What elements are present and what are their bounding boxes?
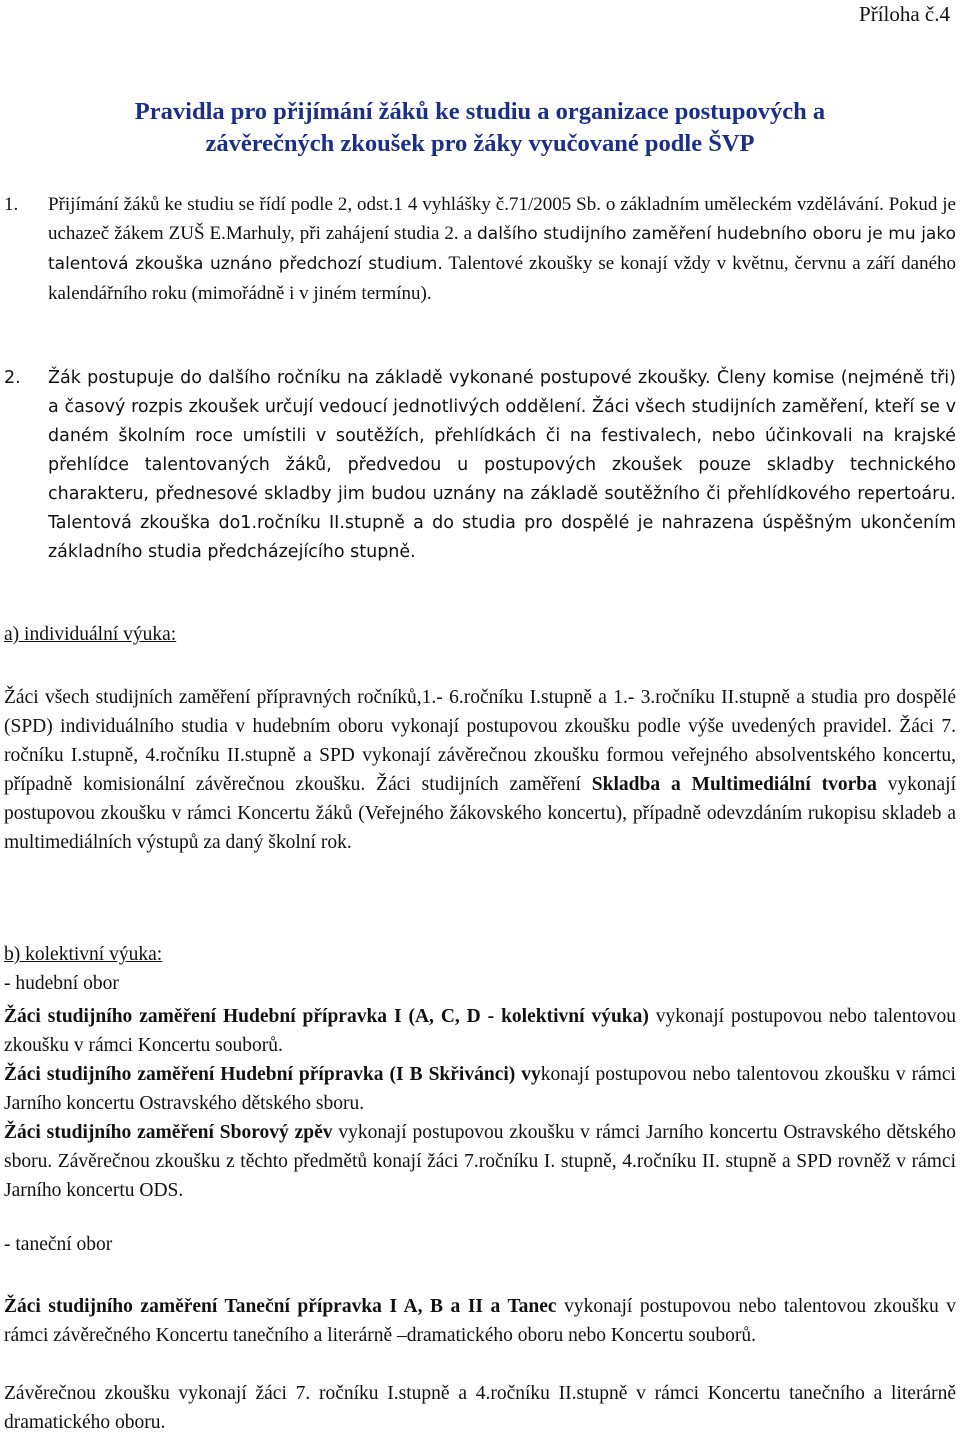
section-a-text-1: Žáci všech studijních zaměření přípravných ročníků,1.- 6.ročníku I.stupně a 1.- 3.ročníku II.stupně a studia pro dospělé (SPD) individuálního studia v hudebním oboru vykonají postupovou zkoušku podle výše uvedených pravidel. Žáci 7. ročníku I.stupně, 4.ročníku II.stupně a SPD vykonají závěrečnou zkoušku formou veřejného absolventského koncertu, případně komisionální závěrečnou zkoušku. Žáci studijních zaměření xyxy=(4,687,956,795)
section-b-heading: b) kolektivní výuka: xyxy=(4,944,163,965)
item1-part3: Talentové zkoušky se konají vždy v květnu, červnu a září daného kalendářního roku (mimořádně i v jiném termínu). xyxy=(48,253,956,304)
p2-bold: Žáci studijního zaměření Hudební přípravka (I B Skřivánci) vy xyxy=(4,1064,541,1085)
section-a-paragraph xyxy=(4,683,956,857)
section-b-paragraph-1 xyxy=(4,1002,956,1060)
title-line-1: Pravidla pro přijímání žáků ke studiu a organizace postupových a xyxy=(134,98,826,125)
section-a-bold: Skladba a Multimediální tvorba xyxy=(591,774,877,795)
item1-part2: dalšího studijního zaměření hudebního oboru je mu jako talentová zkouška uznáno předchozí studium. xyxy=(48,224,956,274)
section-a-text-2: vykonají postupovou zkoušku v rámci Koncertu žáků (Veřejného žákovského koncertu), případně odevzdáním rukopisu skladeb a multimediálních výstupů za daný školní rok. xyxy=(4,774,956,853)
p4-bold: Žáci studijního zaměření Taneční přípravka I A, B a II a Tanec xyxy=(4,1296,557,1317)
title-line-2: závěrečných zkoušek pro žáky vyučované podle ŠVP xyxy=(205,130,755,157)
appendix-label: Příloha č.4 xyxy=(859,2,950,26)
list-item-text xyxy=(48,190,956,308)
p1-text: vykonají postupovou nebo talentovou zkoušku v rámci Koncertu souborů. xyxy=(4,1006,956,1056)
item1-part1: Přijímání žáků ke studiu se řídí podle 2, odst.1 4 vyhlášky č.71/2005 Sb. o základním uměleckém vzdělávání. Pokud je uchazeč žákem ZUŠ E.Marhuly, při zahájení studia 2. a xyxy=(48,194,956,244)
p3-bold: Žáci studijního zaměření Sborový zpěv xyxy=(4,1122,333,1143)
p3-text: vykonají postupovou zkoušku v rámci Jarního koncertu Ostravského dětského sboru. Závěrečnou zkoušku z těchto předmětů konají žáci 7.ročníku I. stupně, 4.ročníku II. stupně a SPD rovněž v rámci Jarního koncertu ODS. xyxy=(4,1122,956,1201)
dash-item-dance: - taneční obor xyxy=(4,1234,113,1255)
list-item-text: Žák postupuje do dalšího ročníku na základě vykonané postupové zkoušky. Členy komise (nejméně tři) a časový rozpis zkoušek určují vedoucí jednotlivých oddělení. Žáci všech studijních zaměření, kteří se v daném školním roce umístili v soutěžích, přehlídkách či na festivalech, nebo účinkovali na krajské přehlídce talentovaných žáků, předvedou u postupových zkoušek pouze skladby technického charakteru, přednesové skladby jim budou uznány na základě soutěžního či přehlídkového repertoáru. Talentová zkouška do1.ročníku II.stupně a do studia pro dospělé je nahrazena úspěšným ukončením základního studia předcházejícího stupně. xyxy=(48,368,956,562)
section-b-paragraph-5: Závěrečnou zkoušku vykonají žáci 7. ročníku I.stupně a 4.ročníku II.stupně v rámci Koncertu tanečního a literárně dramatického oboru. xyxy=(4,1383,956,1433)
section-a-heading: a) individuální výuka: xyxy=(4,624,177,645)
list-item-1 xyxy=(4,190,956,308)
list-number: 2. xyxy=(4,368,21,388)
list-number: 1. xyxy=(4,194,19,215)
section-b-paragraph-3 xyxy=(4,1118,956,1205)
section-b-paragraph-2 xyxy=(4,1060,956,1118)
section-b-paragraph-4 xyxy=(4,1292,956,1350)
p1-bold: Žáci studijního zaměření Hudební přípravka I (A, C, D - kolektivní výuka) xyxy=(4,1006,649,1027)
dash-item-music: - hudební obor xyxy=(4,973,119,994)
p2-text: konají postupovou nebo talentovou zkoušku v rámci Jarního koncertu Ostravského dětského sboru. xyxy=(4,1064,956,1114)
list-item-2 xyxy=(4,364,956,567)
p4-text: vykonají postupovou nebo talentovou zkoušku v rámci závěrečného Koncertu tanečního a literárně –dramatického oboru nebo Koncertu souborů. xyxy=(4,1296,956,1346)
page-title xyxy=(0,96,960,160)
